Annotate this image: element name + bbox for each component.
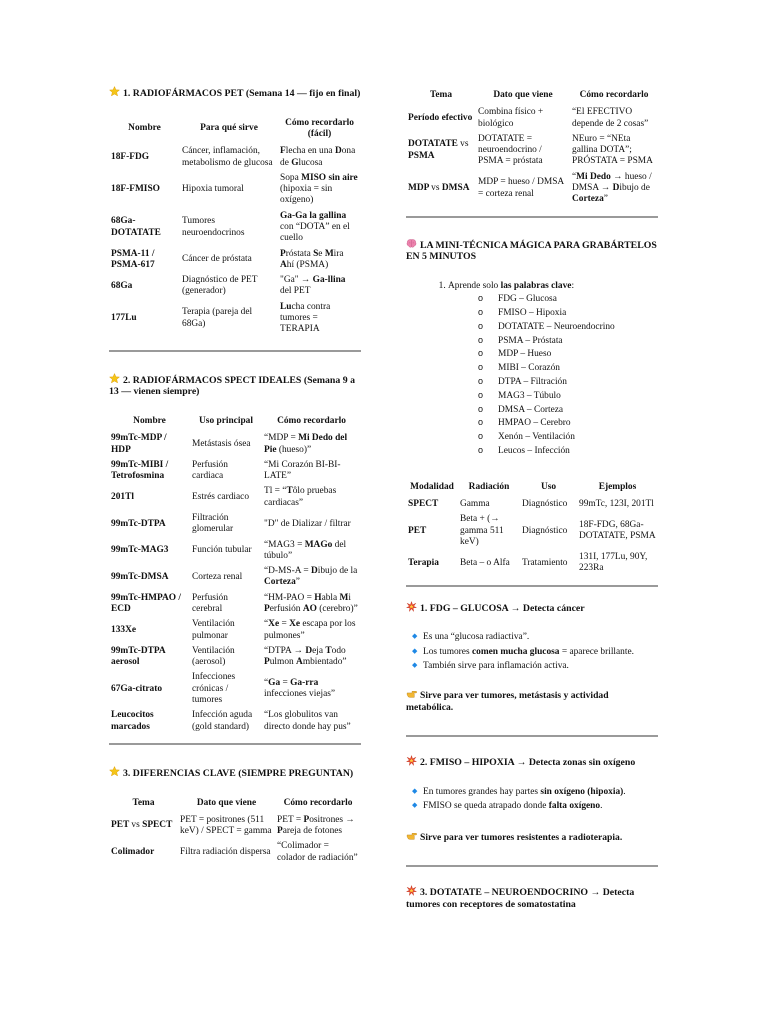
diff-col-remember: Cómo recordarlo xyxy=(283,797,353,808)
table-cell: Ventilación pulmonar xyxy=(192,619,235,641)
table-cell: “D-MS-A = Dibujo de la Corteza” xyxy=(264,566,358,588)
table-cell: Hipoxia tumoral xyxy=(182,184,244,195)
star-icon xyxy=(109,373,120,384)
table-row xyxy=(109,458,361,485)
section-dotatate-heading: 3. DOTATATE – NEUROENDOCRINO → Detecta tumores con receptores de somatostatina xyxy=(406,887,635,910)
table-cell: “Colimador = colador de radiación” xyxy=(277,841,358,863)
list-item: o PSMA – Próstata xyxy=(478,336,658,347)
table-cell: 68Ga xyxy=(111,280,133,291)
spect-table-body xyxy=(109,431,361,734)
table-cell: 18F-FDG, 68Ga-DOTATATE, PSMA xyxy=(579,519,656,542)
list-item: ◆ Es una “glucosa radiactiva”. xyxy=(412,632,658,643)
table-row xyxy=(406,170,658,208)
table-row xyxy=(109,708,361,735)
table-cell: “MDP = Mi Dedo del Pie (hueso)” xyxy=(264,433,348,455)
table-row xyxy=(109,144,361,171)
table-cell: Próstata Se Mira Ahí (PSMA) xyxy=(280,248,344,270)
table-cell: Tratamiento xyxy=(522,557,568,568)
table-cell: “Mi Corazón BI-BI-LATE” xyxy=(264,459,341,482)
modality-col-modality: Modalidad xyxy=(410,481,454,492)
table-cell: Perfusión cardiaca xyxy=(192,459,228,482)
table-cell: 201Tl xyxy=(111,492,134,503)
differences-table-body-2 xyxy=(406,105,658,207)
spect-table xyxy=(109,412,361,735)
pointing-hand-icon xyxy=(406,688,417,699)
table-cell: MDP vs DMSA xyxy=(408,182,470,193)
table-row xyxy=(109,538,361,565)
table-cell: "D" de Dializar / filtrar xyxy=(264,518,351,529)
table-cell: Metástasis ósea xyxy=(192,438,251,449)
table-cell: “Xe = Xe escapa por los pulmones” xyxy=(264,619,356,641)
table-cell: Diagnóstico xyxy=(522,525,568,536)
table-row xyxy=(406,105,658,132)
table-cell: Filtra radiación dispersa xyxy=(180,847,271,858)
table-cell: 131I, 177Lu, 90Y, 223Ra xyxy=(579,552,648,574)
table-row xyxy=(109,813,361,840)
spect-col-use: Uso principal xyxy=(199,416,253,427)
table-cell: 99mTc-DTPA aerosol xyxy=(111,645,166,668)
table-cell: PET = Positrones → Pareja de fotones xyxy=(277,814,355,837)
table-cell: Período efectivo xyxy=(408,112,473,123)
pet-col-remember: Cómo recordarlo (fácil) xyxy=(285,117,354,140)
table-row xyxy=(406,132,658,170)
diff-col-fact: Dato que viene xyxy=(196,797,257,808)
list-item: o Leucos – Infección xyxy=(478,446,658,457)
keyword-list xyxy=(448,294,658,457)
table-row xyxy=(109,591,361,618)
spect-table-header xyxy=(109,412,361,431)
pointing-hand-icon xyxy=(406,830,417,841)
table-cell: Lucha contra tumores = TERAPIA xyxy=(280,301,331,335)
modality-table xyxy=(406,478,658,577)
table-cell: PET vs SPECT xyxy=(111,820,173,831)
collision-icon xyxy=(406,755,417,766)
section-mini-technique-heading: LA MINI-TÉCNICA MÁGICA PARA GRABÁRTELOS EN 5 MINUTOS xyxy=(406,239,657,263)
table-row xyxy=(109,300,361,338)
section-fmiso-heading: 2. FMISO – HIPOXIA → Detecta zonas sin oxígeno xyxy=(406,755,658,769)
table-cell: Diagnóstico de PET (generador) xyxy=(182,275,258,297)
table-cell: Estrés cardiaco xyxy=(192,492,250,503)
table-cell: Beta + (→ gamma 511 keV) xyxy=(460,514,504,547)
table-row xyxy=(406,550,658,577)
star-icon xyxy=(109,766,120,777)
fmiso-bullets xyxy=(406,787,658,813)
table-cell: Colimador xyxy=(111,847,155,858)
mini-step-1-text: Aprende solo las palabras clave: xyxy=(448,281,575,292)
table-cell: Ga-Ga la gallina con “DOTA” en el cuello xyxy=(280,210,350,244)
brain-icon xyxy=(406,238,417,249)
table-row xyxy=(406,497,658,512)
table-cell: MDP = hueso / DMSA = corteza renal xyxy=(478,177,564,199)
table-cell: 99mTc-DTPA xyxy=(111,518,166,529)
list-item: o Xenón – Ventilación xyxy=(478,432,658,443)
table-cell: 99mTc-MIBI / Tetrofosmina xyxy=(111,459,169,482)
table-cell: SPECT xyxy=(408,498,439,509)
pet-table-header xyxy=(109,114,361,145)
differences-table-header xyxy=(109,794,361,813)
differences-table-part2 xyxy=(406,86,658,208)
table-cell: Función tubular xyxy=(192,545,252,556)
section-fdg-heading: 1. FDG – GLUCOSA → Detecta cáncer xyxy=(406,601,658,615)
right-column xyxy=(406,86,658,925)
list-item: o FDG – Glucosa xyxy=(478,294,658,305)
table-cell: Infecciones crónicas / tumores xyxy=(192,672,236,705)
table-cell: “El EFECTIVO depende de 2 cosas” xyxy=(572,107,649,129)
table-cell: Beta – o Alfa xyxy=(460,557,510,568)
table-cell: Gamma xyxy=(460,498,490,509)
table-cell: "Ga" → Ga-llina del PET xyxy=(280,275,346,297)
table-cell: 99mTc-DMSA xyxy=(111,571,169,582)
table-row xyxy=(109,171,361,209)
table-cell: 99mTc-MDP / HDP xyxy=(111,433,167,455)
modality-col-radiation: Radiación xyxy=(468,481,510,492)
table-row xyxy=(109,564,361,591)
diff-col-fact: Dato que viene xyxy=(493,90,553,100)
table-row xyxy=(109,617,361,644)
table-cell: Terapia (pareja del 68Ga) xyxy=(182,307,253,329)
table-row xyxy=(109,209,361,247)
table-cell: “DTPA → Deja Todo Pulmon Ambientado” xyxy=(264,645,347,668)
modality-table-body xyxy=(406,497,658,577)
table-cell: Tumores neuroendocrinos xyxy=(182,216,245,238)
table-cell: Tl = “Tôlo pruebas cardiacas” xyxy=(264,486,337,508)
table-cell: Perfusión cerebral xyxy=(192,592,228,614)
list-item: o MIBI – Corazón xyxy=(478,363,658,374)
table-row xyxy=(406,512,658,550)
table-cell: 177Lu xyxy=(111,312,137,323)
table-row xyxy=(109,511,361,538)
table-row xyxy=(109,484,361,511)
table-cell: NEuro = “NEta gallina DOTA”; PRÓSTATA = PSMA xyxy=(572,133,653,167)
spect-col-remember: Cómo recordarlo xyxy=(277,416,346,427)
table-cell: PET xyxy=(408,525,427,536)
table-cell: PSMA-11 / PSMA-617 xyxy=(111,248,155,270)
fmiso-tip: Sirve para ver tumores resistentes a radioterapia. xyxy=(406,830,658,844)
table-cell: 99mTc-HMPAO / ECD xyxy=(111,592,182,614)
table-cell: Cáncer, inflamación, metabolismo de glucosa xyxy=(182,146,273,168)
table-cell: DOTATATE = neuroendocrino / PSMA = próstata xyxy=(478,133,543,167)
table-cell: Leucocitos marcados xyxy=(111,710,154,732)
table-cell: 99mTc, 123I, 201Tl xyxy=(579,498,654,509)
table-cell: DOTATATE vs PSMA xyxy=(408,139,469,161)
table-row xyxy=(109,644,361,671)
pet-table-body xyxy=(109,144,361,337)
pet-table xyxy=(109,114,361,338)
section-pet-heading: 1. RADIOFÁRMACOS PET (Semana 14 — fijo en final) xyxy=(109,86,361,100)
table-cell: “Mi Dedo → hueso / DMSA → Dibujo de Corteza” xyxy=(572,171,652,205)
table-cell: “Los globulitos van directo donde hay pus” xyxy=(264,710,351,732)
table-row xyxy=(109,247,361,274)
table-cell: 18F-FDG xyxy=(111,151,150,162)
table-cell: Ventilación (aerosol) xyxy=(192,645,235,668)
table-row xyxy=(109,670,361,708)
table-cell: Sopa MISO sin aire (hipoxia = sin oxígeno) xyxy=(280,172,358,206)
table-cell: Corteza renal xyxy=(192,571,243,582)
table-cell: 68Ga-DOTATATE xyxy=(111,216,161,238)
table-cell: 67Ga-citrato xyxy=(111,683,163,694)
pet-col-name: Nombre xyxy=(128,123,161,134)
list-item: ◆ Los tumores comen mucha glucosa = aparece brillante. xyxy=(412,647,658,658)
spect-col-name: Nombre xyxy=(133,416,166,427)
table-cell: “HM-PAO = Habla Mi Perfusión AO (cerebro)” xyxy=(264,592,358,614)
modality-col-use: Uso xyxy=(540,481,557,492)
table-cell: Cáncer de próstata xyxy=(182,254,252,265)
left-column xyxy=(109,86,361,866)
pet-col-use: Para qué sirve xyxy=(200,123,258,134)
list-item: ◆ FMISO se queda atrapado donde falta oxígeno. xyxy=(412,801,658,812)
diff-col-remember: Cómo recordarlo xyxy=(579,90,649,100)
table-cell: “Ga = Ga-rra infecciones viejas” xyxy=(264,678,336,700)
list-item: ◆ En tumores grandes hay partes sin oxígeno (hipoxia). xyxy=(412,787,658,798)
section-spect-heading: 2. RADIOFÁRMACOS SPECT IDEALES (Semana 9 a 13 — vienen siempre) xyxy=(109,374,355,398)
table-cell: Diagnóstico xyxy=(522,498,568,509)
table-cell: Flecha en una Dona de Glucosa xyxy=(280,146,356,168)
list-item: ◆ También sirve para inflamación activa. xyxy=(412,661,658,672)
section-differences-heading: 3. DIFERENCIAS CLAVE (SIEMPRE PREGUNTAN) xyxy=(109,766,361,780)
fdg-bullets xyxy=(406,632,658,672)
table-cell: Combina físico + biológico xyxy=(478,107,544,129)
table-row xyxy=(109,839,361,866)
list-item: o DTPA – Filtración xyxy=(478,377,658,388)
modality-col-examples: Ejemplos xyxy=(598,481,637,492)
collision-icon xyxy=(406,601,417,612)
list-item: o MAG3 – Túbulo xyxy=(478,391,658,402)
table-row xyxy=(109,273,361,300)
table-cell: 18F-FMISO xyxy=(111,184,160,195)
table-cell: Filtración glomerular xyxy=(192,513,234,535)
diff-col-topic: Tema xyxy=(132,797,155,808)
list-item: o MDP – Hueso xyxy=(478,349,658,360)
table-cell: 99mTc-MAG3 xyxy=(111,545,169,556)
mini-technique-steps xyxy=(406,281,658,457)
differences-table-part1 xyxy=(109,794,361,866)
collision-icon xyxy=(406,885,417,896)
modality-table-header xyxy=(406,478,658,497)
list-item: o FMISO – Hipoxia xyxy=(478,308,658,319)
differences-table-body-1 xyxy=(109,813,361,866)
diff-col-topic: Tema xyxy=(429,90,453,100)
star-icon xyxy=(109,86,120,97)
fdg-tip: Sirve para ver tumores, metástasis y actividad metabólica. xyxy=(406,690,609,713)
mini-step-1 xyxy=(448,281,658,457)
table-cell: Terapia xyxy=(408,557,439,568)
list-item: o DMSA – Corteza xyxy=(478,405,658,416)
table-row xyxy=(109,431,361,458)
differences-table-header-2 xyxy=(406,86,658,105)
table-cell: “MAG3 = MAGo del túbulo” xyxy=(264,539,347,561)
list-item: o DOTATATE – Neuroendocrino xyxy=(478,322,658,333)
table-cell: 133Xe xyxy=(111,624,136,635)
list-item: o HMPAO – Cerebro xyxy=(478,418,658,429)
table-cell: Infección aguda (gold standard) xyxy=(192,710,253,732)
table-cell: PET = positrones (511 keV) / SPECT = gamma xyxy=(180,814,272,837)
